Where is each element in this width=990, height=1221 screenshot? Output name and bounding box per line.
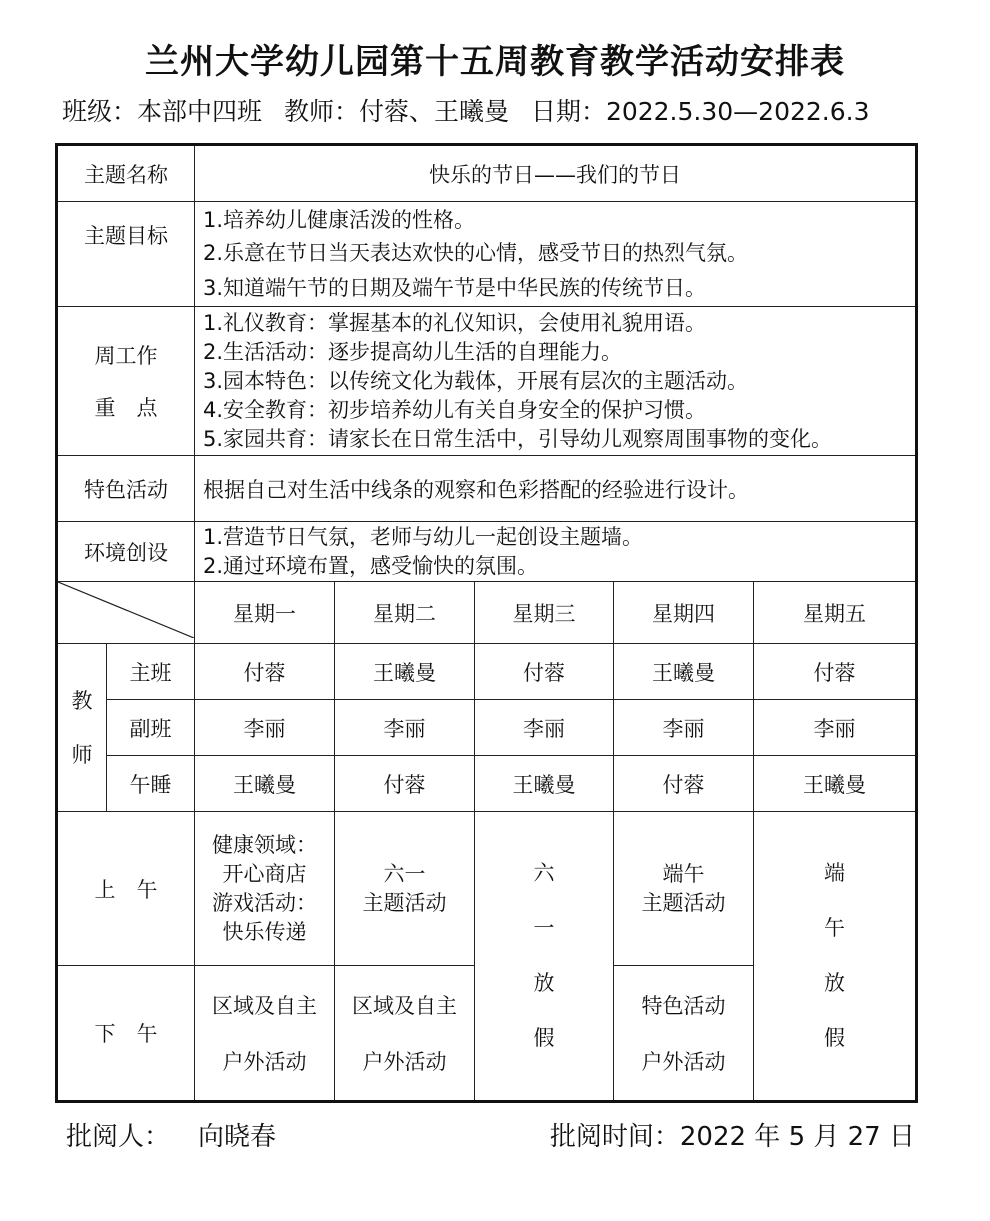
holiday-char: 假 — [824, 1026, 845, 1050]
teacher-name: 王曦曼 — [475, 756, 614, 812]
role-label: 主班 — [107, 644, 195, 700]
diagonal-line — [58, 582, 194, 638]
role-label: 副班 — [107, 700, 195, 756]
wednesday-holiday — [475, 812, 614, 1102]
teacher-name: 付蓉 — [475, 644, 614, 700]
goals-label: 主题目标 — [57, 202, 195, 307]
environment-item: 1.营造节日气氛，老师与幼儿一起创设主题墙。 — [203, 524, 644, 549]
weekday-mon: 星期一 — [195, 582, 335, 644]
activity-line: 快乐传递 — [222, 919, 307, 944]
theme-value: 快乐的节日——我们的节日 — [195, 145, 917, 202]
afternoon-tue — [335, 966, 475, 1102]
schedule-table — [55, 143, 918, 1103]
teacher-row-main — [57, 644, 917, 700]
activity-line: 开心商店 — [222, 861, 307, 886]
activity-line: 端午 — [662, 861, 705, 886]
focus-label-line2: 重 点 — [94, 396, 158, 420]
weekday-tue: 星期二 — [335, 582, 475, 644]
activity-line: 健康领域： — [212, 832, 317, 857]
environment-label: 环境创设 — [57, 522, 195, 582]
morning-mon — [195, 812, 335, 966]
afternoon-label: 下 午 — [57, 966, 195, 1102]
teacher-name: 付蓉 — [614, 756, 754, 812]
teacher-name: 付蓉 — [195, 644, 335, 700]
holiday-char: 一 — [533, 916, 555, 940]
teacher-row-assistant — [57, 700, 917, 756]
special-label: 特色活动 — [57, 456, 195, 522]
environment-row — [57, 522, 917, 582]
teacher-name: 李丽 — [475, 700, 614, 756]
activity-line: 游戏活动： — [212, 890, 317, 915]
page-title: 兰州大学幼儿园第十五周教育教学活动安排表 — [145, 42, 845, 82]
goals-row — [57, 202, 917, 307]
goal-item: 3.知道端午节的日期及端午节是中华民族的传统节日。 — [203, 275, 707, 300]
teacher-name: 李丽 — [195, 700, 335, 756]
focus-content — [195, 307, 917, 456]
environment-item: 2.通过环境布置，感受愉快的氛围。 — [203, 553, 539, 578]
morning-thu — [614, 812, 754, 966]
focus-item: 5.家园共育：请家长在日常生活中，引导幼儿观察周围事物的变化。 — [203, 426, 833, 451]
reviewer-label: 批阅人： — [66, 1122, 171, 1152]
header-info — [62, 92, 884, 128]
teacher-name: 李丽 — [614, 700, 754, 756]
activity-line: 特色活动 — [641, 994, 726, 1018]
goal-item: 1.培养幼儿健康活泼的性格。 — [203, 207, 476, 232]
focus-item: 2.生活活动：逐步提高幼儿生活的自理能力。 — [203, 339, 623, 364]
focus-item: 4.安全教育：初步培养幼儿有关自身安全的保护习惯。 — [203, 397, 707, 422]
afternoon-thu — [614, 966, 754, 1102]
teacher-name: 王曦曼 — [614, 644, 754, 700]
special-row — [57, 456, 917, 522]
activity-line: 区域及自主 — [352, 994, 457, 1018]
theme-label: 主题名称 — [57, 145, 195, 202]
focus-item: 1.礼仪教育：掌握基本的礼仪知识，会使用礼貌用语。 — [203, 310, 707, 335]
weekday-thu: 星期四 — [614, 582, 754, 644]
teacher-name: 李丽 — [754, 700, 917, 756]
goal-item: 2.乐意在节日当天表达欢快的心情，感受节日的热烈气氛。 — [203, 240, 749, 265]
environment-content — [195, 522, 917, 582]
teacher-label-line2: 师 — [71, 742, 93, 767]
weekday-row — [57, 582, 917, 644]
special-value: 根据自己对生活中线条的观察和色彩搭配的经验进行设计。 — [195, 456, 917, 522]
morning-row — [57, 812, 917, 966]
reviewer-name: 向晓春 — [198, 1122, 277, 1152]
focus-label-line1: 周工作 — [94, 344, 158, 368]
reviewer — [66, 1116, 276, 1153]
teacher-name: 李丽 — [335, 700, 475, 756]
teacher-name: 王曦曼 — [195, 756, 335, 812]
weekday-wed: 星期三 — [475, 582, 614, 644]
holiday-char: 假 — [533, 1026, 555, 1050]
teacher-row-nap — [57, 756, 917, 812]
weekday-fri: 星期五 — [754, 582, 917, 644]
teacher-name: 王曦曼 — [335, 644, 475, 700]
holiday-char: 放 — [533, 971, 555, 995]
activity-line: 户外活动 — [222, 1050, 307, 1074]
review-time: 批阅时间：2022 年 5 月 27 日 — [549, 1122, 915, 1152]
goals-content — [195, 202, 917, 307]
holiday-char: 放 — [824, 971, 845, 995]
activity-line: 户外活动 — [641, 1050, 726, 1074]
activity-line: 区域及自主 — [212, 994, 317, 1018]
teacher-info: 教师：付蓉、王曦曼 — [283, 97, 509, 126]
teacher-name: 王曦曼 — [754, 756, 917, 812]
teacher-label — [57, 644, 107, 812]
holiday-char: 六 — [533, 861, 555, 885]
teacher-label-line1: 教 — [71, 688, 93, 713]
teacher-name: 付蓉 — [754, 644, 917, 700]
morning-tue — [335, 812, 475, 966]
role-label: 午睡 — [107, 756, 195, 812]
morning-label: 上 午 — [57, 812, 195, 966]
class-info: 班级：本部中四班 — [62, 97, 263, 126]
afternoon-mon — [195, 966, 335, 1102]
focus-item: 3.园本特色：以传统文化为载体，开展有层次的主题活动。 — [203, 368, 749, 393]
holiday-char: 端 — [824, 861, 845, 885]
date-info: 日期：2022.5.30—2022.6.3 — [530, 97, 870, 126]
activity-line: 六一 — [383, 861, 426, 886]
activity-line: 户外活动 — [362, 1050, 447, 1074]
activity-line: 主题活动 — [362, 890, 447, 915]
focus-row — [57, 307, 917, 456]
focus-label — [57, 307, 195, 456]
activity-line: 主题活动 — [641, 890, 726, 915]
diagonal-header-cell — [57, 582, 195, 644]
teacher-name: 付蓉 — [335, 756, 475, 812]
holiday-char: 午 — [824, 916, 845, 940]
friday-holiday — [754, 812, 917, 1102]
theme-row — [57, 145, 917, 202]
